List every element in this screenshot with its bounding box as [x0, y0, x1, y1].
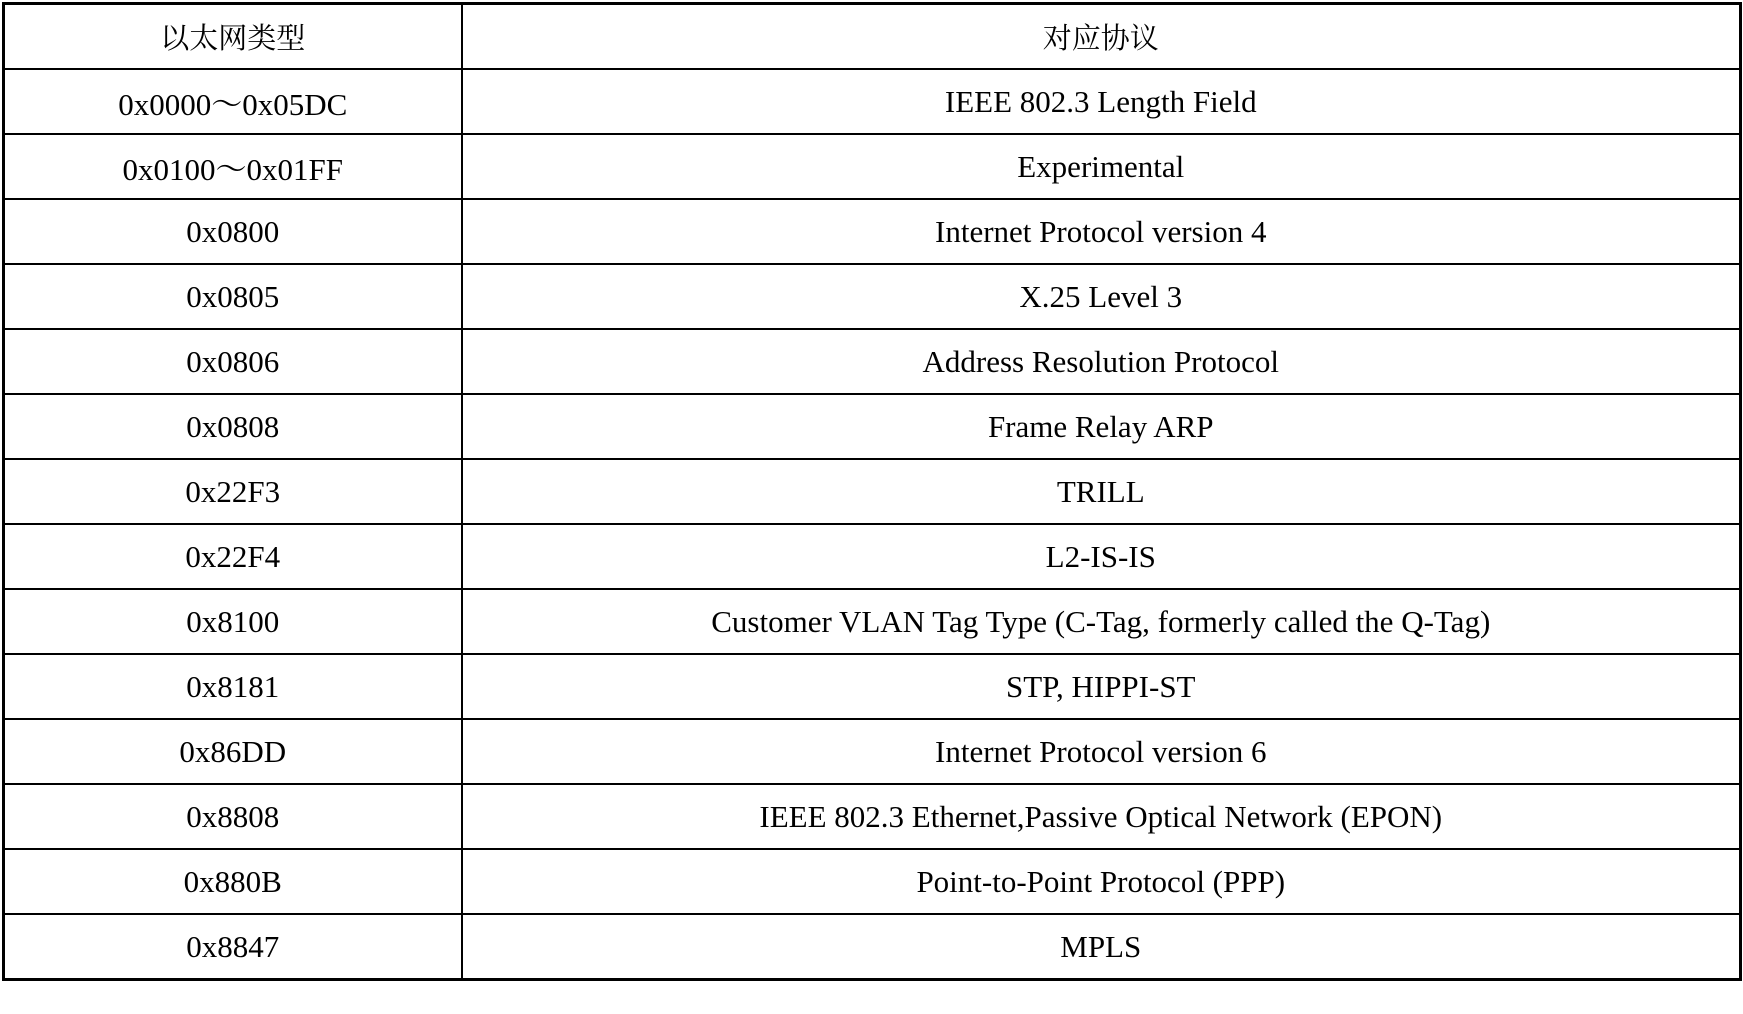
table-row: [4, 589, 1741, 654]
ethertype-cell: 0x0000～0x05DC: [4, 69, 462, 134]
protocol-cell: Experimental: [462, 134, 1741, 199]
table-row: [4, 849, 1741, 914]
protocol-cell: STP, HIPPI-ST: [462, 654, 1741, 719]
ethertype-cell: 0x22F3: [4, 459, 462, 524]
protocol-cell: Address Resolution Protocol: [462, 329, 1741, 394]
protocol-cell: X.25 Level 3: [462, 264, 1741, 329]
table-row: [4, 329, 1741, 394]
ethertype-cell: 0x8100: [4, 589, 462, 654]
ethertype-cell: 0x0808: [4, 394, 462, 459]
table-row: [4, 199, 1741, 264]
protocol-cell: Frame Relay ARP: [462, 394, 1741, 459]
table-row: [4, 654, 1741, 719]
ethertype-cell: 0x0806: [4, 329, 462, 394]
ethertype-cell: 0x22F4: [4, 524, 462, 589]
ethertype-table-container: [2, 2, 1739, 981]
protocol-cell: IEEE 802.3 Ethernet,Passive Optical Network (EPON): [462, 784, 1741, 849]
table-row: [4, 524, 1741, 589]
protocol-cell: IEEE 802.3 Length Field: [462, 69, 1741, 134]
ethertype-cell: 0x8808: [4, 784, 462, 849]
table-row: [4, 459, 1741, 524]
table-row: [4, 69, 1741, 134]
table-row: [4, 784, 1741, 849]
protocol-cell: TRILL: [462, 459, 1741, 524]
protocol-cell: L2-IS-IS: [462, 524, 1741, 589]
column-header-protocol: 对应协议: [462, 4, 1741, 70]
ethertype-cell: 0x8181: [4, 654, 462, 719]
ethertype-cell: 0x0100～0x01FF: [4, 134, 462, 199]
table-row: [4, 134, 1741, 199]
ethertype-cell: 0x880B: [4, 849, 462, 914]
ethertype-cell: 0x8847: [4, 914, 462, 980]
ethertype-cell: 0x0800: [4, 199, 462, 264]
ethertype-cell: 0x86DD: [4, 719, 462, 784]
table-row: [4, 394, 1741, 459]
ethertype-cell: 0x0805: [4, 264, 462, 329]
table-row: [4, 719, 1741, 784]
protocol-cell: Customer VLAN Tag Type (C-Tag, formerly called the Q-Tag): [462, 589, 1741, 654]
table-row: [4, 914, 1741, 980]
protocol-cell: MPLS: [462, 914, 1741, 980]
column-header-ethertype: 以太网类型: [4, 4, 462, 70]
protocol-cell: Point-to-Point Protocol (PPP): [462, 849, 1741, 914]
table-header-row: [4, 4, 1741, 70]
protocol-cell: Internet Protocol version 4: [462, 199, 1741, 264]
protocol-cell: Internet Protocol version 6: [462, 719, 1741, 784]
table-row: [4, 264, 1741, 329]
ethertype-table: [2, 2, 1742, 981]
